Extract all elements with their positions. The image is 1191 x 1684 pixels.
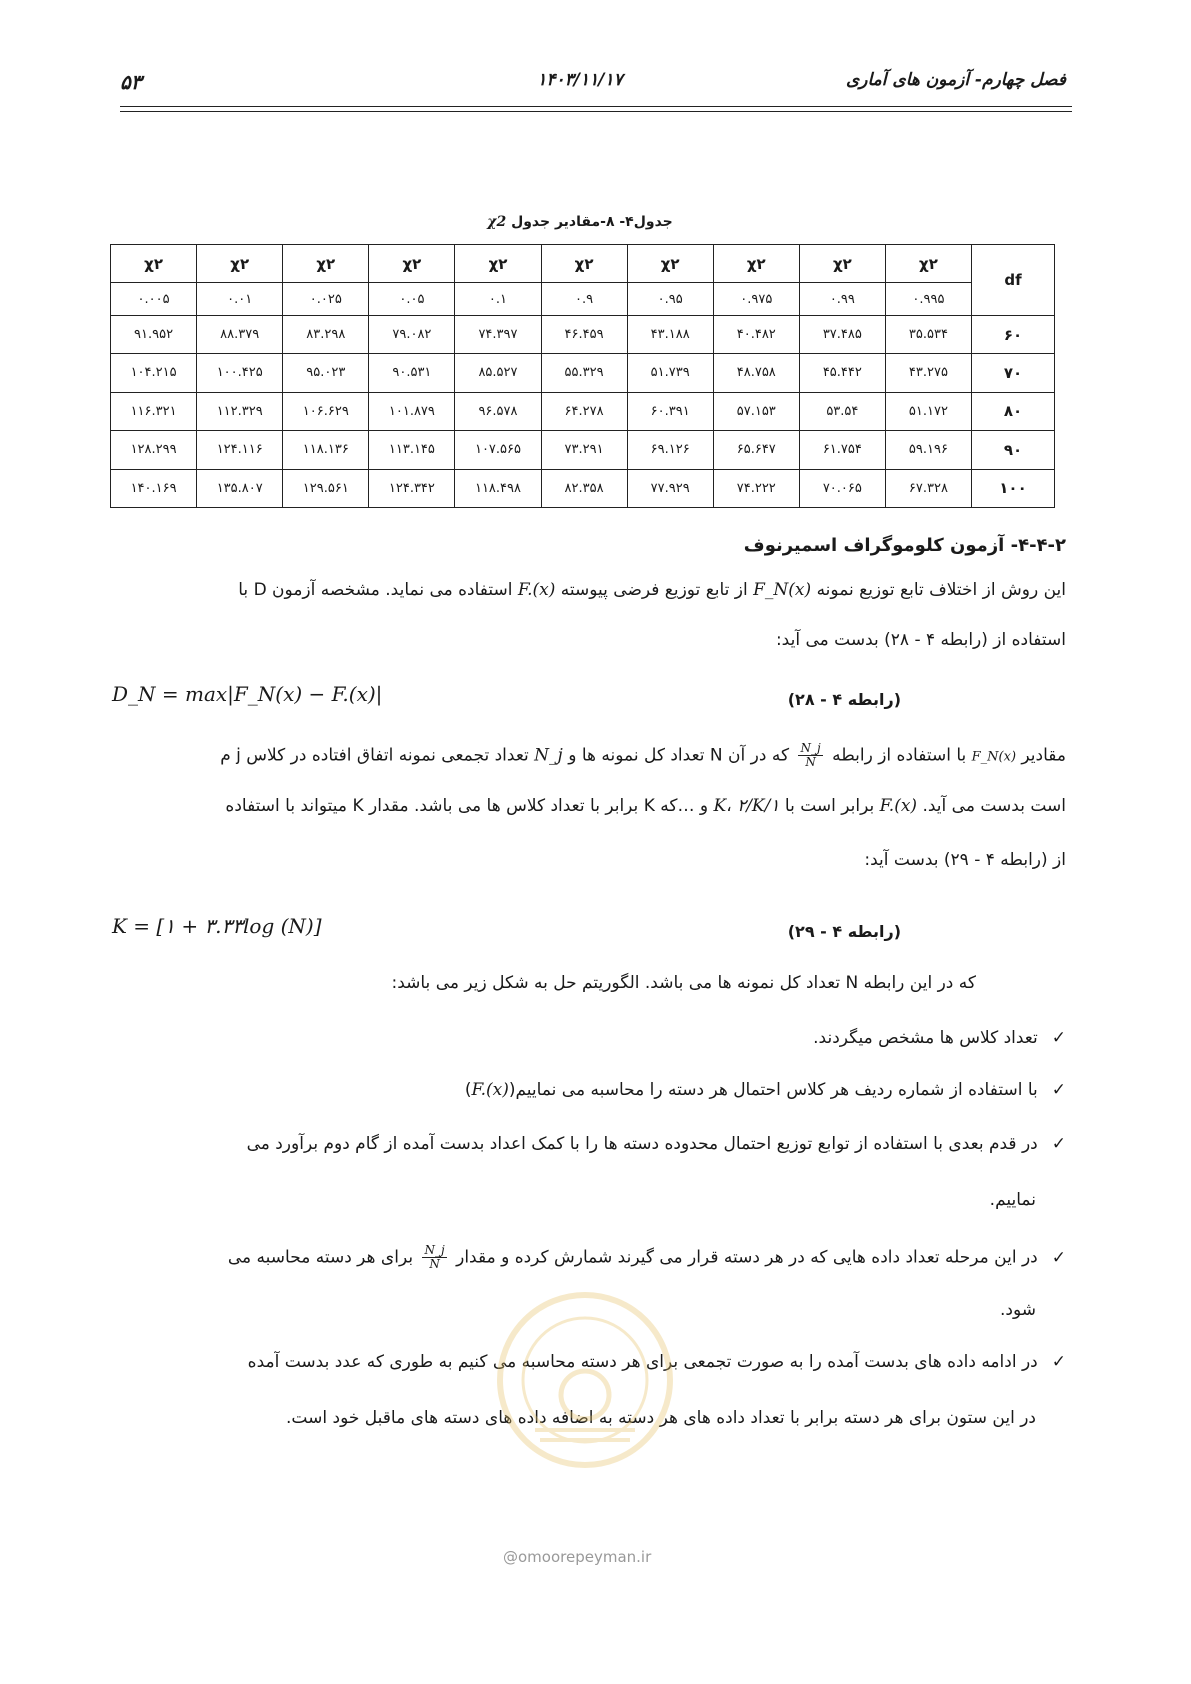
table-cell: ۴۶.۴۵۹ — [541, 315, 627, 353]
table-cell: ۱۰۶.۶۲۹ — [283, 392, 369, 430]
p2-text-a: مقادیر — [1021, 745, 1066, 766]
fraction-nj-over-n-2: $\frac{N\_j}{N}$ — [424, 1243, 445, 1271]
table-cell: ۱۱۸.۱۳۶ — [283, 431, 369, 469]
alpha-cell: ۰.۹۵ — [627, 283, 713, 315]
table-cell: ۱۰۱.۸۷۹ — [369, 392, 455, 430]
bullet-3-line-2: نماییم. — [989, 1190, 1036, 1210]
table-cell: ۷۳.۲۹۱ — [541, 431, 627, 469]
table-cell: ۴۰.۴۸۲ — [713, 315, 799, 353]
df-value: ۶۰ — [972, 315, 1055, 353]
table-caption-text: جدول۴- ۸-مقادیر جدول — [511, 214, 673, 230]
table-row — [111, 315, 1055, 353]
p1-fn: F_N(x) — [753, 580, 812, 600]
table-cell: ۸۸.۳۷۹ — [197, 315, 283, 353]
chi-square-header: χ۲ — [885, 245, 971, 283]
alpha-cell: ۰.۹۷۵ — [713, 283, 799, 315]
fraction-nj-over-n: $\frac{N\_j}{N}$ — [800, 741, 821, 769]
watermark-url: @omoorepeyman.ir — [503, 1548, 652, 1566]
table-cell: ۵۱.۱۷۲ — [885, 392, 971, 430]
p1-text-a: این روش از اختلاف تابع توزیع نمونه — [816, 580, 1066, 600]
alpha-cell: ۰.۰۲۵ — [283, 283, 369, 315]
watermark-url-text: omoorepeyman.ir — [518, 1548, 652, 1566]
p2-text-d: تعداد تجمعی نمونه اتفاق افتاده در کلاس j م — [220, 745, 529, 766]
table-cell: ۹۰.۵۳۱ — [369, 354, 455, 392]
table-cell: ۱۰۰.۴۲۵ — [197, 354, 283, 392]
chi-square-header: χ۲ — [541, 245, 627, 283]
table-cell: ۴۳.۲۷۵ — [885, 354, 971, 392]
chi-square-header: χ۲ — [283, 245, 369, 283]
bullet-1: ✓تعداد کلاس ها مشخص میگردند. — [813, 1028, 1066, 1048]
alpha-cell: ۰.۹ — [541, 283, 627, 315]
table-cell: ۹۵.۰۲۳ — [283, 354, 369, 392]
alpha-row — [111, 283, 1055, 315]
alpha-cell: ۰.۱ — [455, 283, 541, 315]
table-cell: ۱۱۲.۳۲۹ — [197, 392, 283, 430]
p2-f: F.(x) — [879, 796, 918, 816]
p1-f: F.(x) — [517, 580, 556, 600]
chi-square-header: χ۲ — [111, 245, 197, 283]
table-cell: ۱۱۸.۴۹۸ — [455, 469, 541, 507]
chi-square-header: χ۲ — [799, 245, 885, 283]
table-cell: ۱۰۴.۲۱۵ — [111, 354, 197, 392]
table-cell: ۱۲۴.۳۴۲ — [369, 469, 455, 507]
table-header-row — [111, 245, 1055, 283]
chi-square-header: χ۲ — [455, 245, 541, 283]
chi-square-header: χ۲ — [197, 245, 283, 283]
table-caption-symbol: χ2 — [487, 214, 507, 230]
section-title: ۴-۴-۲- آزمون کلوموگراف اسمیرنوف — [743, 535, 1066, 556]
watermark-seal-icon — [495, 1290, 675, 1470]
table-cell: ۷۴.۳۹۷ — [455, 315, 541, 353]
chi-square-header: χ۲ — [627, 245, 713, 283]
chi-square-table — [110, 244, 1055, 508]
table-cell: ۵۷.۱۵۳ — [713, 392, 799, 430]
table-cell: ۱۲۴.۱۱۶ — [197, 431, 283, 469]
table-cell: ۱۱۶.۳۲۱ — [111, 392, 197, 430]
table-cell: ۵۱.۷۳۹ — [627, 354, 713, 392]
table-row — [111, 431, 1055, 469]
paragraph-2-line-3: از (رابطه ۴ - ۲۹) بدست آید: — [864, 850, 1066, 870]
table-cell: ۱۱۳.۱۴۵ — [369, 431, 455, 469]
checkmark-icon: ✓ — [1051, 1028, 1066, 1048]
table-cell: ۶۱.۷۵۴ — [799, 431, 885, 469]
chi-square-header: χ۲ — [369, 245, 455, 283]
p2-nj: N_j — [534, 745, 563, 766]
checkmark-icon: ✓ — [1051, 1247, 1066, 1268]
table-cell: ۵۵.۳۲۹ — [541, 354, 627, 392]
alpha-cell: ۰.۹۹ — [799, 283, 885, 315]
table-cell: ۱۰۷.۵۶۵ — [455, 431, 541, 469]
bullet-4: ✓در این مرحله تعداد داده هایی که در هر دسته قرار می گیرند شمارش کرده و مقدار $\frac{N\_j}{N}$ برای هر دسته محاسبه می — [227, 1243, 1066, 1271]
p2-text-c: که در آن N تعداد کل نمونه ها و — [568, 745, 790, 766]
table-cell: ۷۴.۲۲۲ — [713, 469, 799, 507]
table-cell: ۴۵.۴۴۲ — [799, 354, 885, 392]
df-header: df — [972, 245, 1055, 316]
table-cell: ۷۰.۰۶۵ — [799, 469, 885, 507]
checkmark-icon: ✓ — [1051, 1080, 1066, 1100]
table-cell: ۳۵.۵۳۴ — [885, 315, 971, 353]
table-cell: ۶۹.۱۲۶ — [627, 431, 713, 469]
paragraph-3: که در این رابطه N تعداد کل نمونه ها می باشد. الگوریتم حل به شکل زیر می باشد: — [391, 973, 976, 993]
alpha-cell: ۰.۰۱ — [197, 283, 283, 315]
table-cell: ۳۷.۴۸۵ — [799, 315, 885, 353]
table-cell: ۶۵.۶۴۷ — [713, 431, 799, 469]
df-value: ۱۰۰ — [972, 469, 1055, 507]
df-value: ۷۰ — [972, 354, 1055, 392]
table-row — [111, 469, 1055, 507]
equation-29: K = [۱ + ۳.۳۳log (N)] — [112, 914, 322, 938]
table-cell: ۶۰.۳۹۱ — [627, 392, 713, 430]
header-rule-2 — [120, 111, 1072, 112]
table-cell: ۸۲.۳۵۸ — [541, 469, 627, 507]
checkmark-icon: ✓ — [1051, 1352, 1066, 1372]
table-cell: ۷۷.۹۲۹ — [627, 469, 713, 507]
table-cell: ۱۳۵.۸۰۷ — [197, 469, 283, 507]
chi-square-header: χ۲ — [713, 245, 799, 283]
p2-fn: F_N(x) — [971, 749, 1017, 765]
table-cell: ۵۹.۱۹۶ — [885, 431, 971, 469]
table-cell: ۱۲۸.۲۹۹ — [111, 431, 197, 469]
header-date: ۱۴۰۳/۱۱/۱۷ — [537, 70, 623, 90]
p1-text-c: استفاده می نماید. مشخصه آزمون D با — [238, 580, 513, 600]
paragraph-1-line-2: استفاده از (رابطه ۴ - ۲۸) بدست می آید: — [775, 630, 1066, 650]
table-cell: ۱۲۹.۵۶۱ — [283, 469, 369, 507]
table-row — [111, 354, 1055, 392]
table-cell: ۸۵.۵۲۷ — [455, 354, 541, 392]
table-cell: ۹۶.۵۷۸ — [455, 392, 541, 430]
paragraph-2-line-1 — [116, 742, 1066, 769]
table-cell: ۴۳.۱۸۸ — [627, 315, 713, 353]
table-cell: ۴۸.۷۵۸ — [713, 354, 799, 392]
checkmark-icon: ✓ — [1051, 1134, 1066, 1154]
p2-text-e: است بدست می آید. — [922, 796, 1066, 816]
p2-k1: ۱/K — [713, 796, 780, 816]
table-cell: ۱۴۰.۱۶۹ — [111, 469, 197, 507]
page-number: ۵۳ — [120, 70, 142, 94]
bullet-3: ✓در قدم بعدی با استفاده از توابع توزیع احتمال محدوده دسته ها را با کمک اعداد بدست آمده از گام دوم برآورد می — [246, 1134, 1066, 1154]
paragraph-1-line-1 — [116, 580, 1066, 600]
table-row — [111, 392, 1055, 430]
chapter-title: فصل چهارم- آزمون های آماری — [845, 70, 1066, 90]
bullet-5: ✓در ادامه داده های بدست آمده را به صورت تجمعی برای هر دسته محاسبه می کنیم به طوری که عدد بدست آمده — [247, 1352, 1066, 1372]
paragraph-2-line-2: است بدست می آید. F.(x) برابر است با ۱/K، ۲/K و …که K برابر با تعداد کلاس ها می باشد. مقدار K میتواند با استفاده — [225, 796, 1066, 816]
table-cell: ۶۴.۲۷۸ — [541, 392, 627, 430]
p2-text-b: با استفاده از رابطه — [832, 745, 967, 766]
equation-29-label: (رابطه ۴ - ۲۹) — [787, 922, 901, 941]
equation-28: D_N = max|F_N(x) − F.(x)| — [112, 682, 383, 706]
bullet-4-line-2: شود. — [999, 1300, 1036, 1320]
alpha-cell: ۰.۹۹۵ — [885, 283, 971, 315]
alpha-cell: ۰.۰۵ — [369, 283, 455, 315]
bullet-5-line-2: در این ستون برای هر دسته برابر با تعداد داده های هر دسته به اضافه داده های دسته های ماقبل خود است. — [286, 1408, 1036, 1428]
p2-text-f: برابر است با — [784, 796, 875, 816]
df-value: ۹۰ — [972, 431, 1055, 469]
header-rule — [120, 106, 1072, 107]
table-cell: ۹۱.۹۵۲ — [111, 315, 197, 353]
table-caption — [420, 214, 740, 230]
df-value: ۸۰ — [972, 392, 1055, 430]
p2-k2: ۲/K — [737, 796, 765, 816]
table-cell: ۷۹.۰۸۲ — [369, 315, 455, 353]
p2-text-g: و …که K برابر با تعداد کلاس ها می باشد. مقدار K میتواند با استفاده — [225, 796, 709, 816]
table-cell: ۶۷.۳۲۸ — [885, 469, 971, 507]
equation-28-label: (رابطه ۴ - ۲۸) — [787, 690, 901, 709]
table-cell: ۸۳.۲۹۸ — [283, 315, 369, 353]
bullet-2: ✓با استفاده از شماره ردیف هر کلاس احتمال هر دسته را محاسبه می نماییم(F.(x)) — [464, 1080, 1066, 1100]
table-cell: ۵۳.۵۴ — [799, 392, 885, 430]
p1-text-b: از تابع توزیع فرضی پیوسته — [560, 580, 748, 600]
alpha-cell: ۰.۰۰۵ — [111, 283, 197, 315]
